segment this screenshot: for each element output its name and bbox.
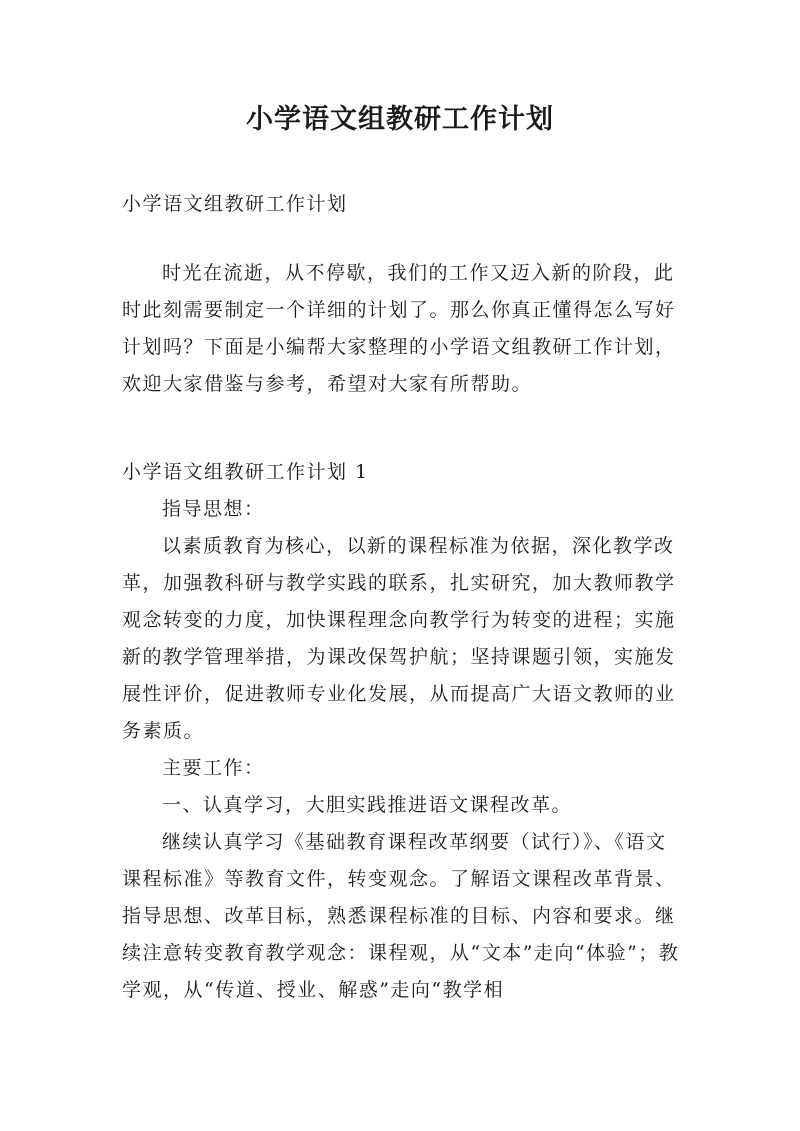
guiding-thought-label: 指导思想： <box>162 498 265 520</box>
main-work-label: 主要工作： <box>162 757 265 779</box>
intro-paragraph: 时光在流逝，从不停歇，我们的工作又迈入新的阶段，此时此刻需要制定一个详细的计划了。那么你真正懂得怎么写好计划吗？下面是小编帮大家整理的小学语文组教研工作计划，欢迎大家借鉴与参考，希望对大家有所帮助。 <box>122 262 676 395</box>
work-item-1-heading: 一、认真学习，大胆实践推进语文课程改革。 <box>162 794 573 816</box>
section-heading: 小学语文组教研工作计划 1 <box>122 461 369 483</box>
plan-section-1 <box>122 454 682 1009</box>
guiding-thought-paragraph: 以素质教育为核心，以新的课程标准为依据，深化教学改革，加强教科研与教学实践的联系，扎实研究，加大教师教学观念转变的力度，加快课程理念向教学行为转变的进程；实施新的教学管理举措，为课改保驾护航；坚持课题引领，实施发展性评价，促进教师专业化发展，从而提高广大语文教师的业务素质。 <box>122 535 676 742</box>
document-subtitle: 小学语文组教研工作计划 <box>122 193 348 215</box>
work-item-1-paragraph: 继续认真学习《基础教育课程改革纲要（试行）》、《语文课程标准》等教育文件，转变观念。了解语文课程改革背景、指导思想、改革目标，熟悉课程标准的目标、内容和要求。继续注意转变教育教学观念：课程观，从“文本”走向“体验”；教学观，从“传道、授业、解惑”走向“教学相 <box>122 831 680 1001</box>
document-title: 小学语文组教研工作计划 <box>246 104 554 135</box>
